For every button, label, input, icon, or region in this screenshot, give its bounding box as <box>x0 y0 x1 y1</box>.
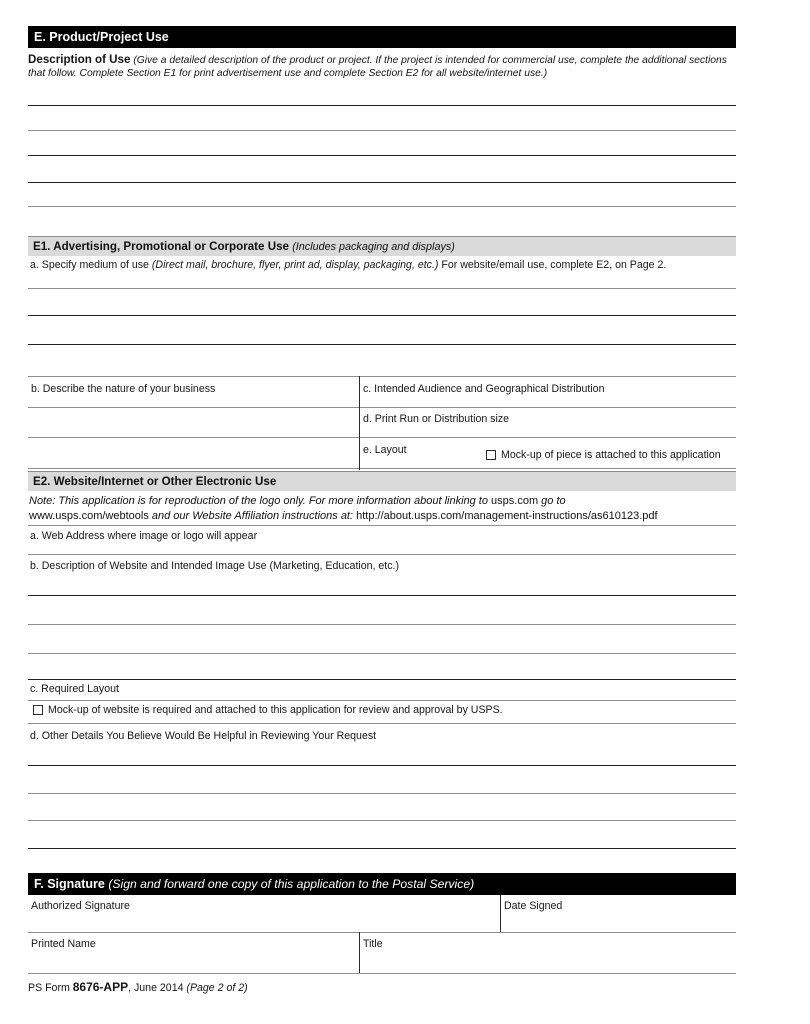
e1-item-d-label: d. Print Run or Distribution size <box>363 413 510 425</box>
section-e-header-label: E. Product/Project Use <box>34 30 169 44</box>
e1-grid-row2-border <box>28 437 736 438</box>
footer-form-number: 8676-APP <box>72 980 129 994</box>
e1-item-a-write-line-1[interactable] <box>28 288 736 289</box>
section-f-header <box>28 873 736 895</box>
e1-item-b-label: b. Describe the nature of your business <box>31 383 216 395</box>
e2-item-c-bottom-border <box>28 700 736 701</box>
e2-item-d-write-line-1[interactable] <box>28 765 736 766</box>
section-e-write-line-4[interactable] <box>28 182 736 183</box>
date-signed-divider <box>500 895 501 932</box>
section-f-header-label: F. Signature <box>34 877 105 891</box>
section-e-write-line-1[interactable] <box>28 105 736 106</box>
e2-item-a-bottom-border <box>28 554 736 555</box>
date-signed-label: Date Signed <box>504 900 563 912</box>
e2-item-b-write-line-2[interactable] <box>28 624 736 625</box>
title-divider <box>359 932 360 974</box>
e2-note-usps-com: usps.com <box>491 495 539 507</box>
e1-grid-vertical-divider <box>359 376 360 470</box>
e2-note-line2-italic: and our Website Affiliation instructions at: <box>148 510 357 522</box>
section-e2-note <box>29 494 735 524</box>
e1-item-a-write-line-3[interactable] <box>28 344 736 345</box>
e2-note-line1-italic-a: Note: This application is for reproduction of the logo only. For more information about linking to <box>29 495 492 507</box>
section-e-write-line-3[interactable] <box>28 155 736 156</box>
e1-item-a-write-line-2[interactable] <box>28 315 736 316</box>
description-of-use-block <box>28 53 728 81</box>
description-of-use-label: Description of Use <box>28 53 131 66</box>
e2-item-b-label: b. Description of Website and Intended Image Use (Marketing, Education, etc.) <box>30 560 400 572</box>
signature-row-bottom-border <box>28 932 736 933</box>
e2-item-c-label: c. Required Layout <box>30 683 119 695</box>
section-e2-header <box>28 471 736 491</box>
e1-grid-row1-border <box>28 407 736 408</box>
e1-mockup-attached-checkbox[interactable] <box>486 450 496 460</box>
e1-item-a-italic: (Direct mail, brochure, flyer, print ad, display, packaging, etc.) <box>151 259 439 271</box>
section-e1-header-label: E1. Advertising, Promotional or Corporate Use <box>33 240 289 253</box>
e1-item-a-label <box>30 259 666 272</box>
e1-item-a-suffix: For website/email use, complete E2, on Page 2. <box>438 259 667 271</box>
description-of-use-hint: (Give a detailed description of the product or project. If the project is intended for commercial use, complete the additional sections that follow. Complete Section E1 for print advertisement use and complete Section E2 for all website/internet use.) <box>28 55 727 80</box>
authorized-signature-label: Authorized Signature <box>31 900 130 912</box>
e2-item-d-label: d. Other Details You Believe Would Be Helpful in Reviewing Your Request <box>30 730 377 742</box>
footer-date: , June 2014 <box>128 982 187 994</box>
e2-item-b-write-line-1[interactable] <box>28 595 736 596</box>
e2-mockup-required-label: Mock-up of website is required and attached to this application for review and approval by USPS. <box>48 704 503 716</box>
footer-prefix: PS Form <box>28 982 73 994</box>
e2-item-d-write-line-2[interactable] <box>28 793 736 794</box>
e1-grid-bottom-border <box>28 468 736 469</box>
section-e2-header-label: E2. Website/Internet or Other Electronic Use <box>33 475 277 488</box>
e2-item-a-label: a. Web Address where image or logo will appear <box>30 530 258 542</box>
e2-item-b-write-line-3[interactable] <box>28 653 736 654</box>
form-footer <box>28 980 248 994</box>
section-f-header-hint: (Sign and forward one copy of this application to the Postal Service) <box>108 877 475 891</box>
e1-item-c-label: c. Intended Audience and Geographical Distribution <box>363 383 605 395</box>
e2-note-bottom-border <box>28 525 736 526</box>
section-e-header <box>28 26 736 48</box>
e2-item-d-write-line-4[interactable] <box>28 848 736 849</box>
e1-grid-top-border <box>28 376 736 377</box>
section-e1-header-hint: (Includes packaging and displays) <box>292 241 455 253</box>
e1-item-a-prefix: a. Specify medium of use <box>30 259 152 271</box>
e2-mockup-required-checkbox[interactable] <box>33 705 43 715</box>
e2-mockup-required-checkbox-row[interactable] <box>33 704 503 716</box>
e1-item-e-label: e. Layout <box>363 444 407 456</box>
e2-note-line1-italic-b: go to <box>538 495 566 507</box>
e1-mockup-attached-checkbox-row[interactable] <box>486 449 721 461</box>
e2-checkbox-bottom-border <box>28 723 736 724</box>
footer-page-number: (Page 2 of 2) <box>186 982 248 994</box>
name-row-bottom-border <box>28 973 736 974</box>
printed-name-label: Printed Name <box>31 938 96 950</box>
e2-note-management-instructions-url: http://about.usps.com/management-instructions/as610123.pdf <box>356 510 658 522</box>
e2-item-d-write-line-3[interactable] <box>28 820 736 821</box>
section-e1-header <box>28 236 736 256</box>
e2-item-b-write-line-4[interactable] <box>28 679 736 680</box>
title-label: Title <box>363 938 383 950</box>
section-e-write-line-5[interactable] <box>28 206 736 207</box>
e2-note-webtools-url: www.usps.com/webtools <box>29 510 149 522</box>
section-e-write-line-2[interactable] <box>28 130 736 131</box>
e1-mockup-attached-label: Mock-up of piece is attached to this application <box>501 449 721 461</box>
